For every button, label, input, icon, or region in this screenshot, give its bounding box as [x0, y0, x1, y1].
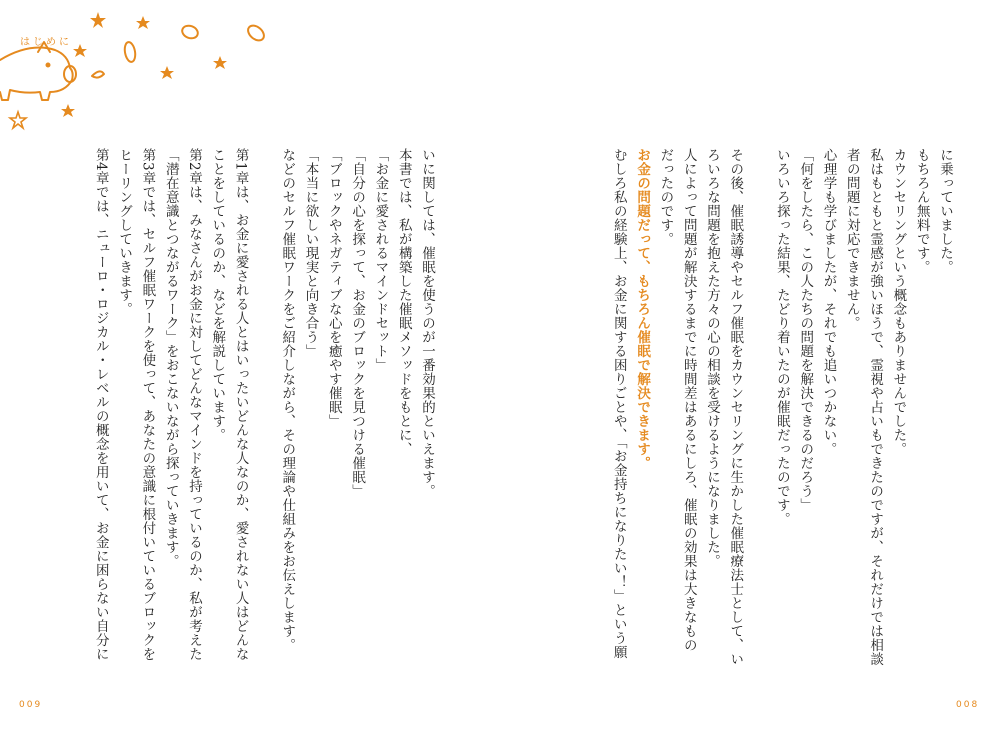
right-line: その後、催眠誘導やセルフ催眠をカウンセリングに生かした催眠療法士として、い — [727, 148, 744, 666]
left-line: 第2章は、みなさんがお金に対してどんなマインドを持っているのか、私が考えた — [186, 148, 202, 662]
left-line: 第4章では、ニューロ・ロジカル・レベルの概念を用いて、お金に困らない自分に — [92, 148, 109, 662]
left-line: 第1章は、お金に愛される人とはいったいどんな人なのか、愛されない人はどんな — [232, 148, 249, 662]
right-line: いろいろ探った結果、たどり着いたのが催眠だったのです。 — [773, 148, 790, 526]
left-line: ヒーリングしていきます。 — [116, 148, 133, 316]
left-line: 「ブロックやネガティブな心を癒やす催眠」 — [325, 148, 342, 428]
right-line: お金の問題だって、もちろん催眠で解決できます。 — [634, 148, 651, 470]
left-line: などのセルフ催眠ワークをご紹介しながら、その理論や仕組みをお伝えします。 — [279, 148, 296, 652]
left-line: いに関しては、催眠を使うのが一番効果的といえます。 — [419, 148, 435, 498]
left-line: 「本当に欲しい現実と向き合う」 — [302, 148, 319, 358]
right-line: 者の問題に対応できません。 — [843, 148, 860, 330]
left-line: ことをしているのか、などを解説しています。 — [209, 148, 226, 442]
right-line: ろいろな問題を抱えた方々の心の相談を受けるようになりました。 — [704, 148, 720, 568]
right-line: 心理学も学びましたが、それでも追いつかない。 — [820, 148, 837, 456]
pig-coins-illustration — [0, 0, 270, 140]
right-line: だったのです。 — [657, 148, 674, 246]
left-line: 「自分の心を探って、お金のブロックを見つける催眠」 — [349, 148, 366, 498]
left-line: 「お金に愛されるマインドセット」 — [372, 148, 389, 372]
left-line: 「潜在意識とつながるワーク」をおこないながら探っていきます。 — [162, 148, 179, 568]
right-line: 人によって問題が解決するまでに時間差はあるにしろ、催眠の効果は大きなもの — [680, 148, 697, 652]
left-line: 本書では、私が構築した催眠メソッドをもとに、 — [395, 148, 412, 456]
right-line: 私はもともと霊感が強いほうで、霊視や占いもできたのですが、それだけでは相談 — [867, 148, 884, 666]
right-line: カウンセリングという概念もありませんでした。 — [890, 148, 907, 456]
right-line: に乗っていました。 — [937, 148, 953, 274]
right-page-number: 008 — [956, 700, 980, 710]
right-line: 「何をしたら、この人たちの問題を解決できるのだろう」 — [797, 148, 814, 512]
left-line: 第3章では、セルフ催眠ワークを使って、あなたの意識に根付いているブロックを — [139, 148, 156, 662]
left-page-number: 009 — [19, 700, 43, 710]
chapter-label: はじめに — [20, 37, 72, 48]
right-line: むしろ私の経験上、お金に関する困りごとや、「お金持ちになりたい！」という願 — [610, 148, 627, 660]
right-line: もちろん無料です。 — [913, 148, 930, 274]
